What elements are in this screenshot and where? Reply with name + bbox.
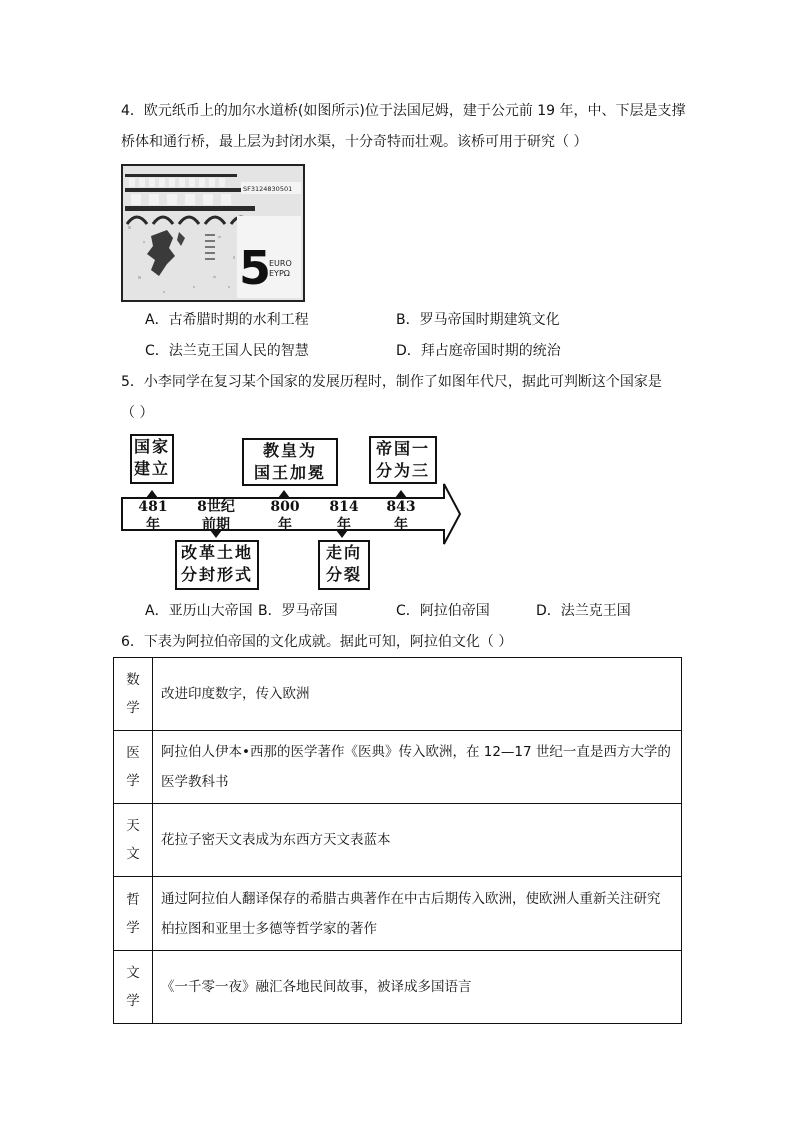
- event-box-line: 分为三: [375, 461, 430, 480]
- event-box-line: 走向: [325, 543, 362, 562]
- q6-stem: 6．下表为阿拉伯帝国的文化成就。据此可知，阿拉伯文化（ ）: [121, 634, 513, 650]
- tick-label: 年: [394, 517, 408, 533]
- denomination-5: 5: [239, 241, 272, 295]
- table-row: [114, 951, 682, 1024]
- event-box-pope-crowns-king: [242, 438, 338, 486]
- q4-stem-line1: 4．欧元纸币上的加尔水道桥(如图所示)位于法国尼姆，建于公元前 19 年，中、下层是支撑: [121, 103, 686, 119]
- tick-label: 843: [386, 499, 416, 515]
- field-cell: [114, 731, 153, 804]
- tick-8th-century: [190, 498, 242, 534]
- event-box-line: 教皇为: [262, 441, 317, 460]
- field-char: 学: [126, 773, 140, 789]
- field-cell: [114, 877, 153, 951]
- tick-label: 年: [146, 517, 160, 533]
- event-box-state-founded: [130, 434, 174, 484]
- event-box-line: 分裂: [325, 565, 362, 584]
- table-row: [114, 731, 682, 804]
- tick-843: [380, 498, 422, 534]
- tick-label: 800: [270, 499, 300, 515]
- field-char: 天: [126, 818, 140, 834]
- achievement-cell: [153, 658, 682, 731]
- tick-label: 481: [138, 499, 168, 515]
- q5-option-b[interactable]: B．罗马帝国: [258, 603, 338, 619]
- evro-label: ΕΥΡΩ: [269, 269, 290, 278]
- q5-option-d[interactable]: D．法兰克王国: [536, 603, 631, 619]
- achievement-text: 花拉子密天文表成为东西方天文表蓝本: [161, 832, 391, 848]
- pont-du-gard-illustration: [123, 166, 303, 300]
- field-char: 学: [126, 919, 140, 936]
- event-box-division: [318, 540, 370, 590]
- tick-label: 814: [329, 499, 359, 515]
- event-box-empire-split: [369, 436, 437, 484]
- event-box-land-reform: [175, 540, 259, 590]
- achievement-text: 医学教科书: [161, 774, 229, 790]
- event-box-line: 国王加冕: [253, 463, 326, 482]
- event-box-line: 帝国一: [375, 439, 430, 458]
- tick-481: [132, 498, 174, 534]
- achievement-cell: [153, 804, 682, 877]
- field-char: 学: [126, 700, 140, 716]
- field-char: 文: [126, 846, 140, 862]
- table-row: [114, 658, 682, 731]
- table-row: [114, 804, 682, 877]
- tick-800: [264, 498, 306, 534]
- field-cell: [114, 804, 153, 877]
- field-char: 学: [126, 993, 140, 1009]
- achievement-text: 通过阿拉伯人翻译保存的希腊古典著作在中古后期传入欧洲，使欧洲人重新关注研究: [161, 890, 661, 907]
- tick-label: 8世纪: [197, 499, 235, 515]
- euro-banknote-image: [121, 164, 305, 302]
- field-char: 医: [126, 745, 140, 761]
- achievement-text: 改进印度数字，传入欧洲: [161, 686, 310, 702]
- q5-stem-line2: （ ）: [121, 405, 154, 421]
- event-box-line: 改革土地: [180, 543, 253, 562]
- q5-stem-line1: 5．小李同学在复习某个国家的发展历程时，制作了如图年代尺，据此可判断这个国家是: [121, 374, 662, 390]
- tick-label: 前期: [202, 517, 230, 533]
- event-box-line: 国家: [133, 437, 170, 456]
- field-char: 文: [126, 965, 140, 981]
- achievement-text: 《一千零一夜》融汇各地民间故事，被译成多国语言: [161, 979, 472, 995]
- q5-option-a[interactable]: A．亚历山大帝国: [145, 603, 253, 619]
- timeline-figure: [118, 432, 468, 590]
- achievement-cell: [153, 731, 682, 804]
- tick-label: 年: [337, 517, 351, 533]
- table-row: [114, 877, 682, 951]
- achievement-text: 柏拉图和亚里士多德等哲学家的著作: [161, 920, 377, 937]
- q5-option-c[interactable]: C．阿拉伯帝国: [396, 603, 490, 619]
- q4-option-a[interactable]: A．古希腊时期的水利工程: [145, 312, 309, 328]
- q4-option-d[interactable]: D．拜占庭帝国时期的统治: [396, 343, 561, 359]
- field-cell: [114, 658, 153, 731]
- field-char: 数: [126, 672, 140, 688]
- q4-option-c[interactable]: C．法兰克王国人民的智慧: [145, 343, 309, 359]
- q4-stem-line2: 桥体和通行桥，最上层为封闭水渠，十分奇特而壮观。该桥可用于研究（ ）: [121, 134, 588, 150]
- field-char: 哲: [126, 891, 140, 908]
- field-cell: [114, 951, 153, 1024]
- achievement-text: 阿拉伯人伊本•西那的医学著作《医典》传入欧洲，在 12—17 世纪一直是西方大学的: [161, 744, 671, 760]
- euro-label: EURO: [269, 259, 292, 268]
- tick-814: [323, 498, 365, 534]
- tick-label: 年: [278, 517, 292, 533]
- arab-culture-table: [113, 657, 682, 1024]
- achievement-cell: [153, 951, 682, 1024]
- q4-option-b[interactable]: B．罗马帝国时期建筑文化: [396, 312, 560, 328]
- serial-number: SF3124830501: [243, 185, 293, 193]
- event-box-line: 分封形式: [180, 565, 253, 584]
- event-box-line: 建立: [133, 459, 170, 478]
- achievement-cell: [153, 877, 682, 951]
